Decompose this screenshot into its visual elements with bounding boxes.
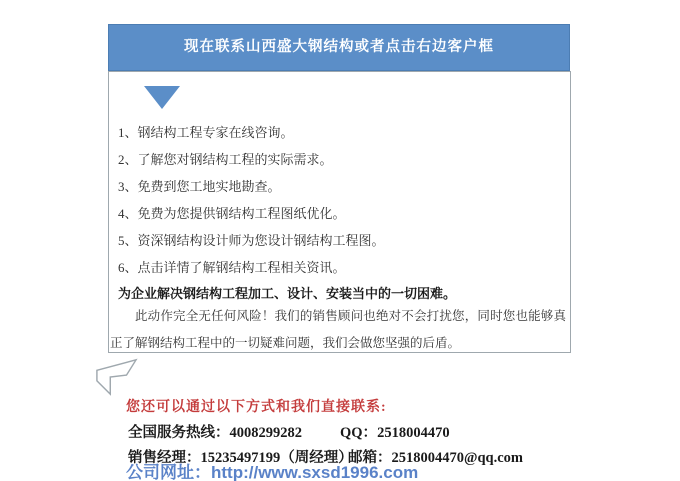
step-item-3: 3、免费到您工地实地勘查。	[118, 179, 281, 194]
website-line	[126, 458, 418, 481]
banner-title: 现在联系山西盛大钢结构或者点击右边客户框	[108, 24, 570, 71]
steps-list	[118, 119, 385, 281]
email-address: 2518004470@qq.com	[391, 450, 524, 466]
email-label: 邮箱：	[348, 450, 392, 466]
step-item-1: 1、钢结构工程专家在线咨询。	[118, 125, 294, 140]
hotline-number: 4008299282	[229, 425, 302, 441]
hotline-label: 全国服务热线：	[128, 425, 230, 441]
contact-heading: 您还可以通过以下方式和我们直接联系:	[126, 400, 387, 415]
step-item-6: 6、点击详情了解钢结构工程相关资讯。	[118, 260, 346, 275]
qq-number: 2518004470	[377, 425, 450, 441]
qq-label: QQ：	[340, 425, 378, 441]
sales-manager-number: 15235497199（周经理）	[200, 450, 353, 466]
sales-manager-label: 销售经理：	[128, 450, 201, 466]
step-item-5: 5、资深钢结构设计师为您设计钢结构工程图。	[118, 233, 385, 248]
arrow-down-icon	[144, 86, 180, 109]
step-item-2: 2、了解您对钢结构工程的实际需求。	[118, 152, 333, 167]
qq-line	[340, 421, 450, 442]
summary-line: 为企业解决钢结构工程加工、设计、安装当中的一切困难。	[118, 286, 457, 301]
step-item-4: 4、免费为您提供钢结构工程图纸优化。	[118, 206, 346, 221]
hotline-line	[128, 421, 302, 442]
website-label: 公司网址：	[126, 463, 211, 481]
folded-corner-icon	[92, 356, 140, 398]
website-url-link[interactable]: http://www.sxsd1996.com	[211, 463, 419, 481]
note-paragraph: 此动作完全无任何风险！我们的销售顾问也绝对不会打扰您，同时您也能够真正了解钢结构工程中的一切疑难问题，我们会做您坚强的后盾。	[110, 309, 566, 350]
